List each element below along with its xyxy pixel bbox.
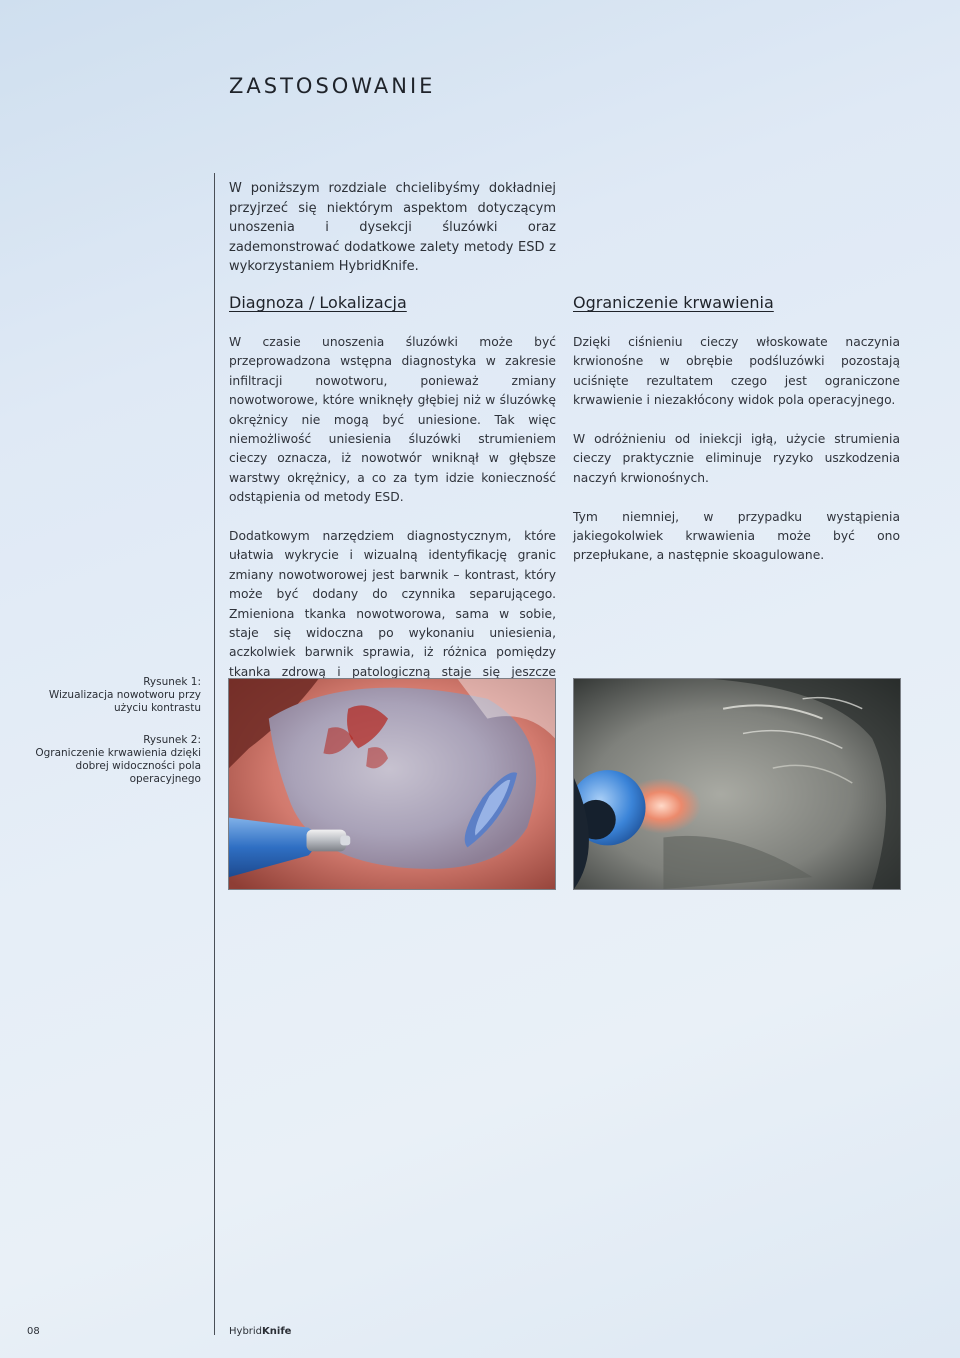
figure-label: Rysunek 1: — [143, 676, 201, 688]
section-heading-diagnosis: Diagnoza / Lokalizacja — [229, 293, 407, 312]
intro-paragraph: W poniższym rozdziale chcielibyśmy dokładniej przyjrzeć się niektórym aspektom dotyczącym unoszenia i dysekcji śluzówki oraz zademonstrować dodatkowe zalety metody ESD z wykorzystaniem HybridKnife. — [229, 181, 556, 274]
figure-caption-text: Ograniczenie krwawienia dzięki dobrej widoczności pola operacyjnego — [35, 747, 201, 785]
brand-bold: Knife — [262, 1326, 292, 1337]
paragraph: W odróżnieniu od iniekcji igłą, użycie strumienia cieczy praktycznie eliminuje ryzyko uszkodzenia naczyń krwionośnych. — [573, 432, 900, 485]
section-heading-bleeding: Ograniczenie krwawienia — [573, 293, 774, 312]
paragraph: Tym niemniej, w przypadku wystąpienia jakiegokolwiek krwawienia może być ono przepłukane, a następnie skoagulowane. — [573, 509, 900, 563]
footer-brand — [229, 1326, 291, 1337]
paragraph: W czasie unoszenia śluzówki może być przeprowadzona wstępna diagnostyka w zakresie infiltracji nowotworu, ponieważ zmiany nowotworowe, które wniknęły głębiej niż w śluzówkę okrężnicy nie mogą być uniesione. Tak więc niemożliwość uniesienia śluzówki strumieniem cieczy oznacza, iż nowotwór wniknął w głębsze warstwy okrężnicy, a co za tym idzie konieczność odstąpienia od metody ESD. — [229, 335, 556, 505]
right-column — [573, 293, 900, 585]
endoscopy-contrast-illustration — [229, 679, 555, 889]
page-title: ZASTOSOWANIE — [229, 74, 436, 98]
brand-light: Hybrid — [229, 1326, 263, 1337]
figure-caption-text: Wizualizacja nowotworu przy użyciu kontrastu — [48, 689, 201, 714]
left-column — [229, 293, 556, 721]
figure-2-caption — [31, 734, 201, 786]
page-number: 08 — [27, 1326, 40, 1337]
paragraph: Dodatkowym narzędziem diagnostycznym, które ułatwia wykrycie i wizualną identyfikację granic zmiany nowotworowej jest barwnik – kontrast, który może być dodany do czynnika separującego. Zmieniona tkanka nowotworowa, sama w sobie, staje się widoczna po wykonaniu uniesienia, aczkolwiek barwnik sprawia, iż różnica pomiędzy tkanka zdrową i patologiczną staje się jeszcze — [229, 529, 556, 679]
vertical-divider — [214, 173, 215, 1335]
figure-1-endoscopy-image — [228, 678, 556, 890]
paragraph: Dzięki ciśnieniu cieczy włoskowate naczynia krwionośne w obrębie podśluzówki pozostają uciśnięte rezultatem czego jest ograniczone krwawienie i niezakłócony widok pola operacyjnego. — [573, 335, 900, 408]
figure-2-endoscopy-image — [573, 678, 901, 890]
figure-label: Rysunek 2: — [143, 734, 201, 746]
endoscopy-bleeding-illustration — [574, 679, 900, 889]
figure-1-caption — [31, 676, 201, 715]
